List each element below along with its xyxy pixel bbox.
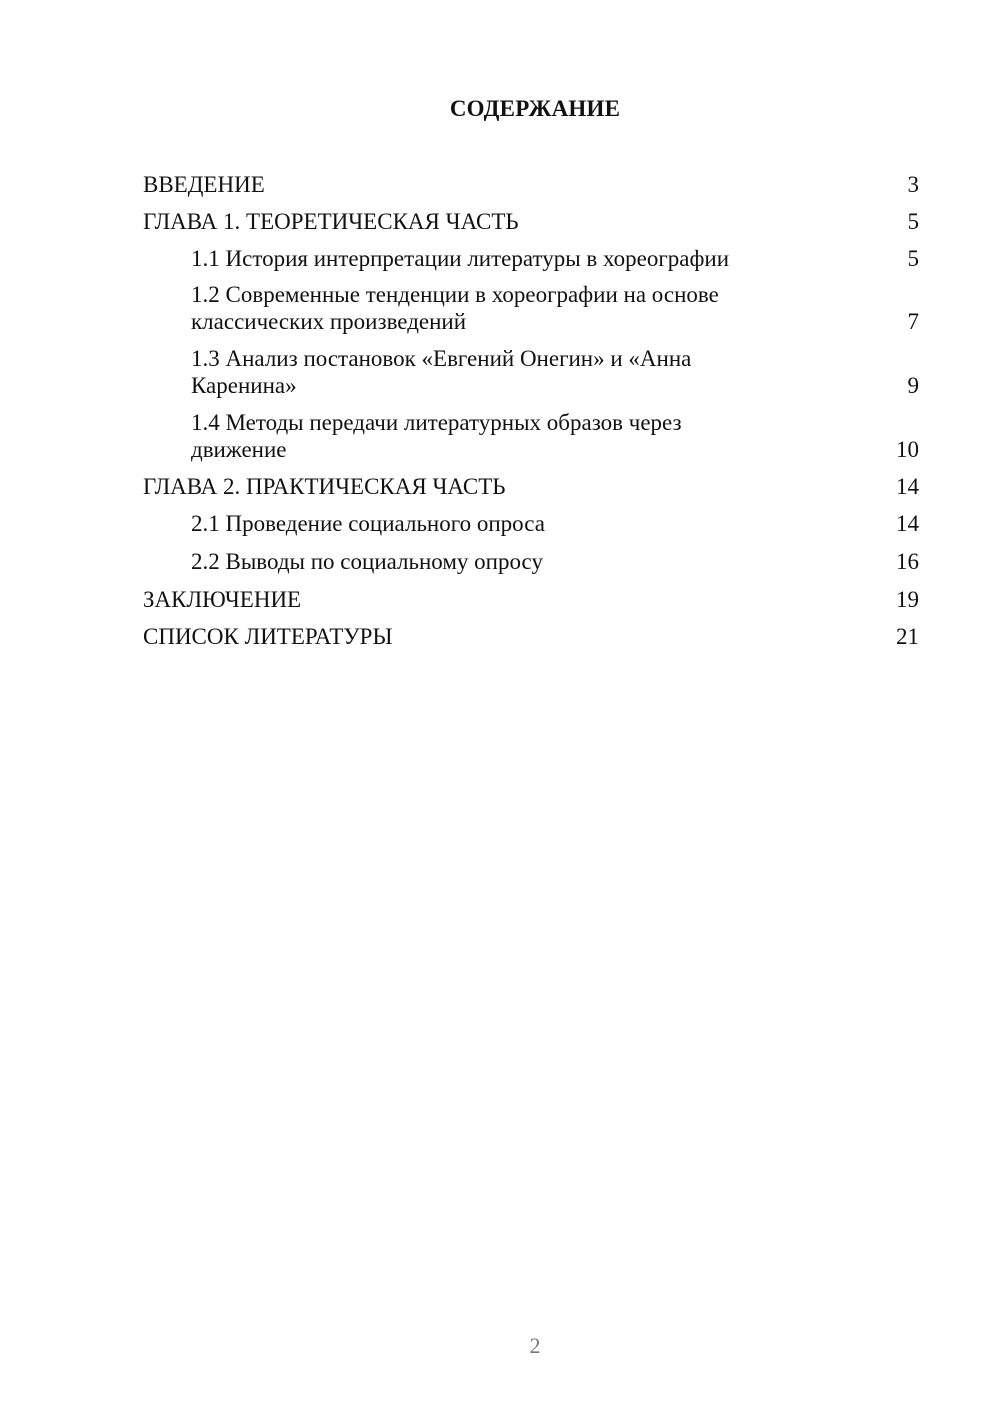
toc-entry-text: 1.2 Современные тенденции в хореографии на основе классических произведений [191, 282, 719, 334]
table-of-contents [143, 169, 919, 658]
toc-entry-text: СПИСОК ЛИТЕРАТУРЫ [143, 624, 393, 649]
toc-entry-text: ВВЕДЕНИЕ [143, 172, 265, 197]
toc-entry-page: 3 [907, 172, 919, 197]
toc-entry-page: 9 [907, 373, 919, 398]
page-number: 2 [529, 1333, 541, 1358]
toc-entry-page: 5 [907, 209, 919, 234]
toc-entry-text: ГЛАВА 2. ПРАКТИЧЕСКАЯ ЧАСТЬ [143, 474, 506, 499]
toc-entry-text: 1.4 Методы передачи литературных образов через движение [191, 410, 682, 462]
toc-entry-text: 2.1 Проведение социального опроса [191, 511, 545, 536]
toc-subentry[interactable] [143, 546, 919, 584]
toc-entry-text: 1.1 История интерпретации литературы в хореографии [191, 246, 730, 271]
toc-entry-page: 10 [896, 437, 919, 462]
toc-entry[interactable] [143, 621, 919, 658]
toc-entry-text: ГЛАВА 1. ТЕОРЕТИЧЕСКАЯ ЧАСТЬ [143, 209, 519, 234]
toc-subentry[interactable] [143, 345, 919, 409]
toc-entry-text: ЗАКЛЮЧЕНИЕ [143, 587, 302, 612]
toc-entry-page: 14 [896, 511, 919, 536]
toc-entry[interactable] [143, 584, 919, 621]
toc-entry-page: 7 [907, 309, 919, 334]
toc-entry[interactable] [143, 169, 919, 206]
toc-entry-page: 16 [896, 549, 919, 574]
toc-entry-page: 14 [896, 474, 919, 499]
toc-entry-text: 2.2 Выводы по социальному опросу [191, 549, 543, 574]
toc-entry[interactable] [143, 206, 919, 243]
toc-subentry[interactable] [143, 243, 919, 281]
toc-entry[interactable] [143, 471, 919, 508]
toc-subentry[interactable] [143, 409, 919, 471]
toc-entry-text: 1.3 Анализ постановок «Евгений Онегин» и «Анна Каренина» [191, 346, 692, 398]
page-title: СОДЕРЖАНИЕ [449, 96, 621, 121]
toc-subentry[interactable] [143, 281, 919, 345]
toc-entry-page: 5 [907, 246, 919, 271]
toc-entry-page: 19 [896, 587, 919, 612]
toc-subentry[interactable] [143, 508, 919, 546]
toc-entry-page: 21 [896, 624, 919, 649]
